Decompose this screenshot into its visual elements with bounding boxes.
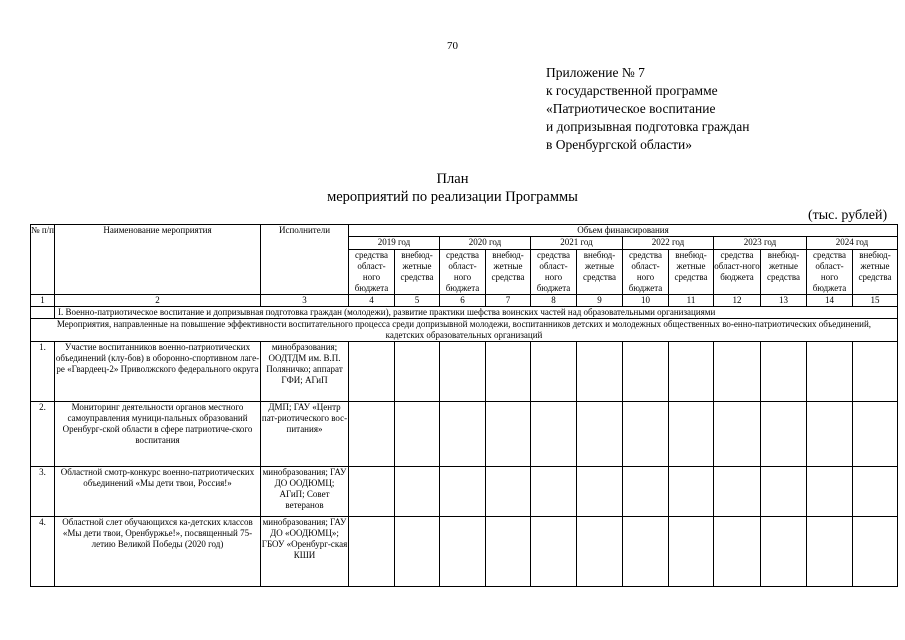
header-regional-budget: средства област-ного бюджета <box>807 250 853 295</box>
column-number: 11 <box>669 295 714 307</box>
header-external-funds: внебюд-жетные средства <box>853 250 898 295</box>
appendix-line: «Патриотическое воспитание <box>546 101 716 116</box>
row-number: 3. <box>31 467 55 517</box>
header-name: Наименование мероприятия <box>55 225 261 295</box>
funding-cell <box>531 402 577 467</box>
plan-title <box>0 170 905 206</box>
column-number: 1 <box>31 295 55 307</box>
column-number: 4 <box>349 295 395 307</box>
funding-cell <box>761 342 807 402</box>
column-number: 3 <box>261 295 349 307</box>
funding-cell <box>440 402 486 467</box>
header-year: 2021 год <box>531 237 623 250</box>
column-number: 12 <box>714 295 761 307</box>
funding-cell <box>349 517 395 587</box>
header-regional-budget: средства област-ного бюджета <box>623 250 669 295</box>
funding-cell <box>531 342 577 402</box>
funding-cell <box>349 342 395 402</box>
row-number: 1. <box>31 342 55 402</box>
appendix-line: и допризывная подготовка граждан <box>546 119 750 134</box>
units-label: (тыс. рублей) <box>808 208 888 223</box>
header-external-funds: внебюд-жетные средства <box>577 250 623 295</box>
column-number: 5 <box>395 295 440 307</box>
funding-cell <box>807 402 853 467</box>
table-row <box>31 342 898 402</box>
row-number: 4. <box>31 517 55 587</box>
funding-cell <box>531 517 577 587</box>
funding-cell <box>761 402 807 467</box>
funding-cell <box>761 517 807 587</box>
funding-cell <box>669 517 714 587</box>
column-number: 2 <box>55 295 261 307</box>
row-executors: минобразования; ГАУ ДО ООДЮМЦ; АГиП; Совет ветеранов <box>261 467 349 517</box>
header-year: 2023 год <box>714 237 807 250</box>
funding-cell <box>577 467 623 517</box>
funding-cell <box>669 342 714 402</box>
appendix-line: Приложение № 7 <box>546 65 645 80</box>
funding-cell <box>807 467 853 517</box>
header-external-funds: внебюд-жетные средства <box>761 250 807 295</box>
appendix-line: в Оренбургской области» <box>546 137 692 152</box>
table-row <box>31 402 898 467</box>
header-year: 2020 год <box>440 237 531 250</box>
column-number: 8 <box>531 295 577 307</box>
header-regional-budget: средства област-ного бюджета <box>531 250 577 295</box>
header-regional-budget: средства област-ного бюджета <box>349 250 395 295</box>
funding-cell <box>577 517 623 587</box>
row-name: Областной слет обучающихся ка-детских классов «Мы дети твои, Оренбуржье!», посвященный 75-летию Великой Победы (2020 год) <box>55 517 261 587</box>
funding-cell <box>349 467 395 517</box>
funding-cell <box>714 402 761 467</box>
funding-cell <box>395 342 440 402</box>
funding-cell <box>440 517 486 587</box>
funding-cell <box>531 467 577 517</box>
header-regional-budget: средства област-ного бюджета <box>714 250 761 295</box>
funding-cell <box>440 342 486 402</box>
plan-title-line2: мероприятий по реализации Программы <box>327 189 578 205</box>
funding-cell <box>577 342 623 402</box>
funding-cell <box>714 342 761 402</box>
funding-cell <box>623 467 669 517</box>
column-number: 13 <box>761 295 807 307</box>
table-row <box>31 517 898 587</box>
funding-cell <box>349 402 395 467</box>
appendix-line: к государственной программе <box>546 83 718 98</box>
column-number: 9 <box>577 295 623 307</box>
header-external-funds: внебюд-жетные средства <box>486 250 531 295</box>
row-executors: минобразования; ГАУ ДО «ООДЮМЦ»; ГБОУ «Оренбург-ская КШИ <box>261 517 349 587</box>
funding-cell <box>395 517 440 587</box>
section-spacer <box>31 307 55 319</box>
funding-cell <box>486 467 531 517</box>
funding-cell <box>577 402 623 467</box>
funding-cell <box>623 517 669 587</box>
funding-cell <box>714 467 761 517</box>
funding-cell <box>853 517 898 587</box>
funding-cell <box>440 467 486 517</box>
row-name: Мониторинг деятельности органов местного самоуправления муници-пальных образований Оренбург-ской области в сфере патриотиче-ского воспитания <box>55 402 261 467</box>
column-number: 15 <box>853 295 898 307</box>
header-external-funds: внебюд-жетные средства <box>395 250 440 295</box>
header-funding: Объем финансирования <box>349 225 898 237</box>
plan-table <box>30 224 898 587</box>
funding-cell <box>853 402 898 467</box>
header-year: 2019 год <box>349 237 440 250</box>
funding-cell <box>807 517 853 587</box>
row-executors: минобразования; ООДТДМ им. В.П. Поляничко; аппарат ГФИ; АГиП <box>261 342 349 402</box>
funding-cell <box>623 342 669 402</box>
header-external-funds: внебюд-жетные средства <box>669 250 714 295</box>
table-row <box>31 467 898 517</box>
row-name: Участие воспитанников военно-патриотических объединений (клу-бов) в оборонно-спортивном лаге-ре «Гвардеец-2» Приволжского федерального округа <box>55 342 261 402</box>
page-number: 70 <box>447 40 458 52</box>
funding-cell <box>395 402 440 467</box>
column-number: 6 <box>440 295 486 307</box>
row-name: Областной смотр-конкурс военно-патриотических объединений «Мы дети твои, Россия!» <box>55 467 261 517</box>
header-year: 2022 год <box>623 237 714 250</box>
funding-cell <box>853 467 898 517</box>
column-number: 10 <box>623 295 669 307</box>
funding-cell <box>486 517 531 587</box>
header-year: 2024 год <box>807 237 898 250</box>
row-executors: ДМП; ГАУ «Центр пат-риотического вос-питания» <box>261 402 349 467</box>
funding-cell <box>623 402 669 467</box>
funding-cell <box>761 467 807 517</box>
appendix-block <box>546 64 749 154</box>
funding-cell <box>714 517 761 587</box>
funding-cell <box>669 467 714 517</box>
column-number: 14 <box>807 295 853 307</box>
funding-cell <box>807 342 853 402</box>
section-title: I. Военно-патриотическое воспитание и допризывная подготовка граждан (молодежи), развитие практики шефства воинских частей над образовательными организациями <box>55 307 898 319</box>
row-number: 2. <box>31 402 55 467</box>
header-executors: Исполнители <box>261 225 349 295</box>
funding-cell <box>853 342 898 402</box>
header-no: № п/п <box>31 225 55 295</box>
header-regional-budget: средства област-ного бюджета <box>440 250 486 295</box>
funding-cell <box>486 342 531 402</box>
plan-title-line1: План <box>436 171 469 187</box>
column-number: 7 <box>486 295 531 307</box>
funding-cell <box>486 402 531 467</box>
subsection-title: Мероприятия, направленные на повышение эффективности воспитательного процесса среди допризывной молодежи, воспитанников детских и молодежных общественных во-енно-патриотических объединений, кадетских образовательных организаций <box>31 319 898 342</box>
funding-cell <box>395 467 440 517</box>
funding-cell <box>669 402 714 467</box>
